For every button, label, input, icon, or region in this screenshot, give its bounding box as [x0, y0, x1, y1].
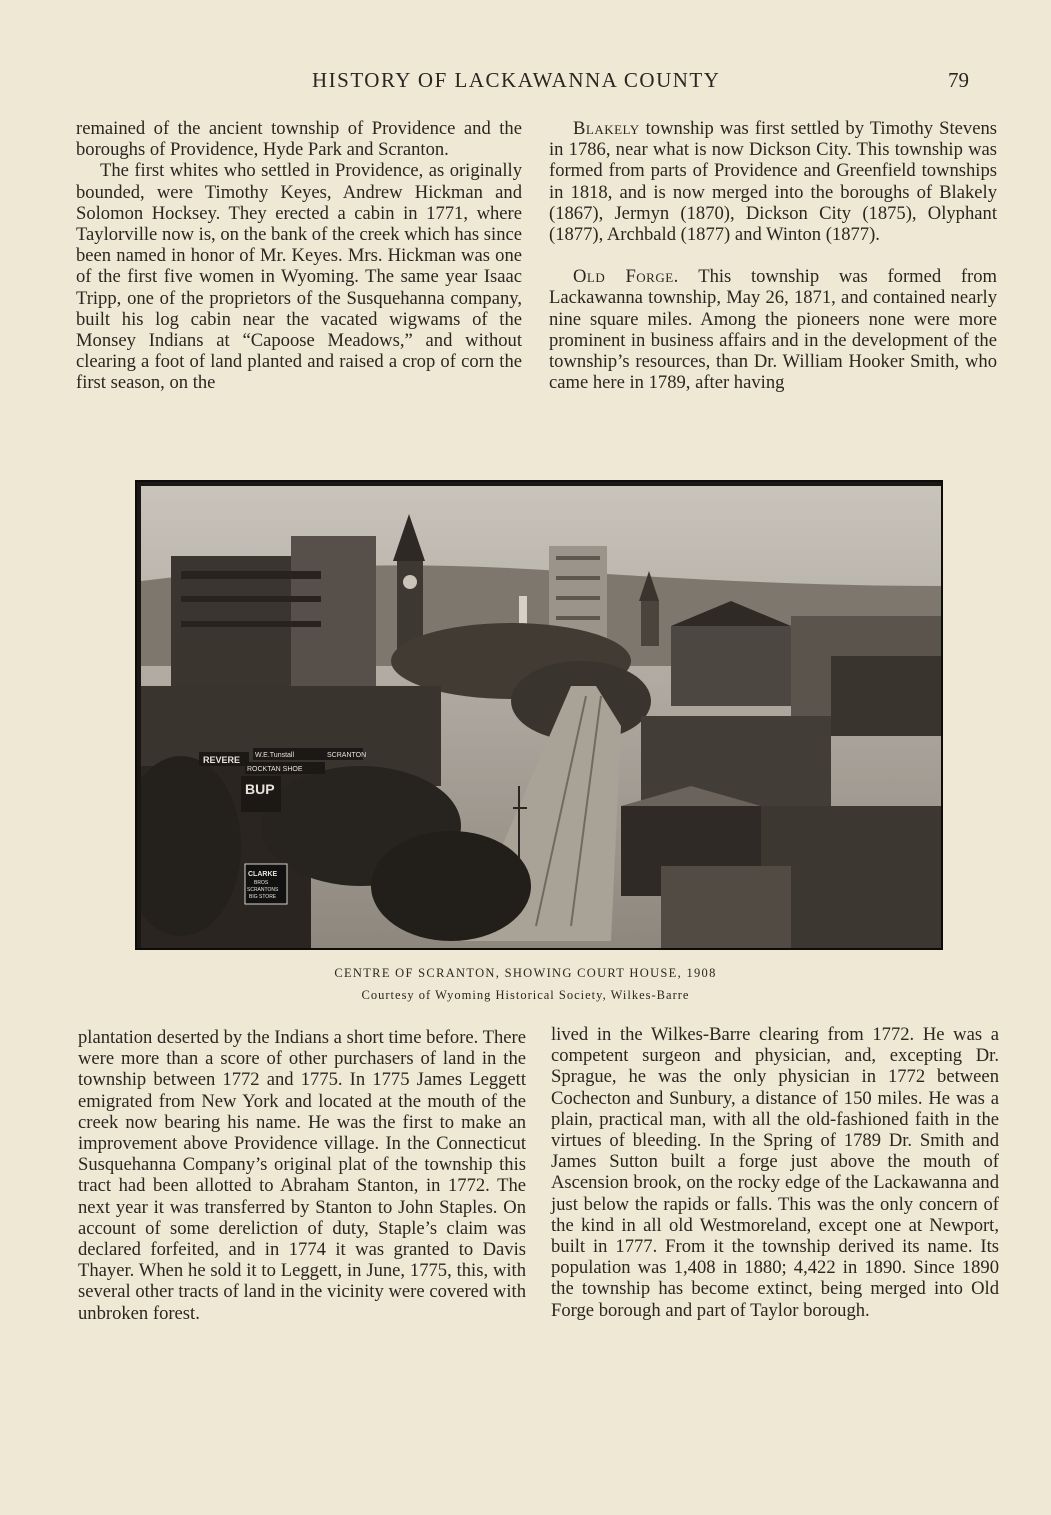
- section-lead-blakely: Blakely: [573, 118, 640, 139]
- sign-revere: REVERE: [203, 755, 241, 765]
- sign-scranton: SCRANTON: [327, 752, 367, 759]
- sign-bup: BUP: [245, 781, 275, 797]
- photo-credit: Courtesy of Wyoming Historical Society, Wilkes-Barre: [361, 988, 690, 1002]
- running-head: [0, 68, 1051, 98]
- sign-tunstall: W.E.Tunstall: [255, 752, 295, 759]
- page-number: 79: [948, 68, 969, 92]
- scranton-street-photo: [141, 486, 941, 948]
- running-title: HISTORY OF LACKAWANNA COUNTY: [312, 68, 721, 92]
- paragraph: lived in the Wilkes-Barre clearing from 1772. He was a competent surgeon and physician, and, excepting Dr. Sprague, he was the only physician in 1772 between Cochecton and Sunbury, a distance of 150 miles. He was a plain, practical man, with all the old-fashioned faith in the virtues of bleeding. In the Spring of 1789 Dr. Smith and James Sutton built a forge just above the mouth of Ascension brook, on the rocky edge of the Lackawanna and just below the rapids or falls. This was the only concern of the kind in all old Westmoreland, except one at Newport, built in 1777. From it the township derived its name. Its population was 1,408 in 1880; 4,422 in 1890. Since 1890 the township has become extinct, being merged into Old Forge borough and part of Taylor borough.: [551, 1024, 999, 1321]
- column-top-right: [549, 118, 997, 393]
- paragraph-text: This township was formed from Lackawanna township, May 26, 1871, and contained nearly nine square miles. Among the pioneers none were more prominent in business affairs and in the development of the township’s resources, than Dr. William Hooker Smith, who came here in 1789, after having: [549, 266, 997, 394]
- sign-rocktan: ROCKTAN SHOE: [247, 766, 303, 773]
- sign-clarke: CLARKE: [248, 871, 278, 878]
- column-bottom-right: [551, 1024, 999, 1321]
- sign-bros: BROS: [254, 880, 269, 886]
- paragraph-gap: [549, 245, 997, 266]
- photo-caption: CENTRE OF SCRANTON, SHOWING COURT HOUSE, 1908: [334, 966, 717, 980]
- paragraph-text: township was first settled by Timothy Stevens in 1786, near what is now Dickson City. This township was formed from parts of Providence and Greenfield townships in 1818, and is now merged into the boroughs of Blakely (1867), Jermyn (1870), Dickson City (1875), Olyphant (1877), Archbald (1877) and Winton (1877).: [549, 118, 997, 246]
- paragraph: plantation deserted by the Indians a short time before. There were more than a score of other purchasers of land in the township between 1772 and 1775. In 1775 James Leggett emigrated from New York and located at the mouth of the creek now bearing his name. He was the first to make an improvement above Providence village. In the Connecticut Susquehanna Company’s original plat of the township this tract had been allotted to Abraham Stanton, in 1772. The next year it was transferred by Stanton to John Staples. On account of some dereliction of duty, Staple’s claim was declared forfeited, and in 1774 it was granted to Davis Thayer. When he sold it to Leggett, in June, 1775, this, with several other tracts of land in the vicinity were covered with unbroken forest.: [78, 1027, 526, 1324]
- column-bottom-left: [78, 1027, 526, 1324]
- paragraph-blakely: [549, 118, 997, 245]
- sign-scrantons: SCRANTONS: [247, 887, 279, 893]
- paragraph: remained of the ancient township of Providence and the boroughs of Providence, Hyde Park and Scranton.: [76, 118, 522, 161]
- sign-big-store: BIG STORE: [249, 894, 277, 900]
- paragraph: The first whites who settled in Providence, as originally bounded, were Timothy Keyes, Andrew Hickman and Solomon Hocksey. They erected a cabin in 1771, where Taylorville now is, on the bank of the creek which has since been named in honor of Mr. Keyes. Mrs. Hickman was one of the first five women in Wyoming. The same year Isaac Tripp, one of the proprietors of the Susquehanna company, built his log cabin near the vacated wigwams of the Monsey Indians at “Capoose Meadows,” and without clearing a foot of land planted and raised a crop of corn the first season, on the: [76, 160, 522, 394]
- section-lead-old-forge: Old Forge.: [573, 266, 679, 288]
- column-top-left: [76, 118, 522, 394]
- photograph: [135, 480, 943, 950]
- paragraph-old-forge: [549, 266, 997, 393]
